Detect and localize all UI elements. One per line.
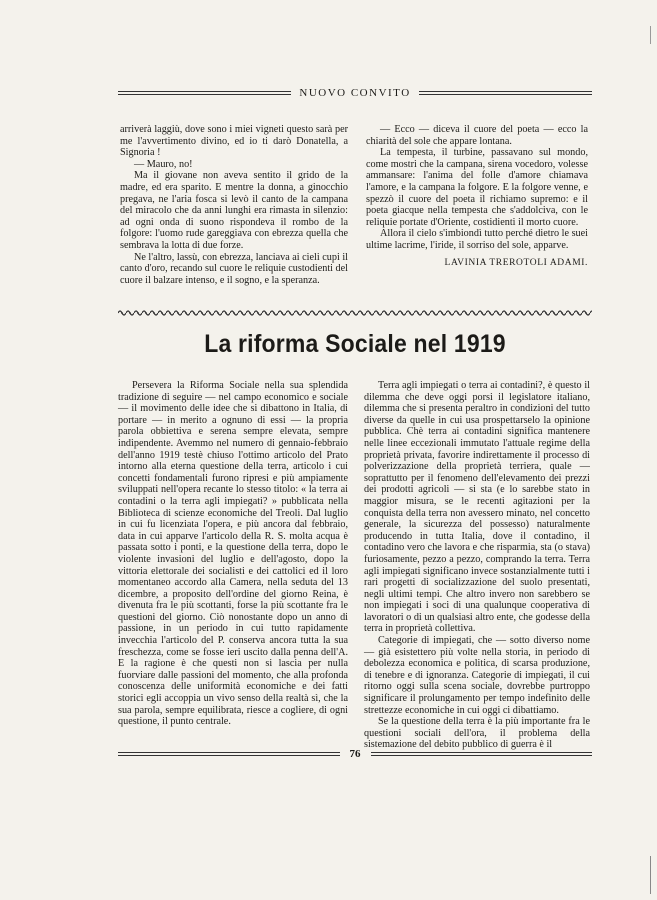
page-number: 76 xyxy=(349,748,361,760)
paragraph: Ne l'altro, lassù, con ebrezza, lanciava ai cieli cupi il canto d'oro, recando sul cuore le reliquie custodienti del cuore il balzare intenso, e il sogno, e la speranza. xyxy=(120,251,348,286)
margin-mark xyxy=(650,856,651,894)
paragraph: Ma il giovane non aveva sentito il grido de la madre, ed era sparito. E mentre la donna, a ginocchio pregava, ne l'aria fosca si levò il canto de la campana del miracolo che da anni lunghi era rimasta in silenzio: ad ogni onda di suono rispondeva il rombo de la folgore: l'uomo rude gareggiava con ebrezza quella che sembrava la lotta di due forze. xyxy=(120,170,348,251)
paragraph: Persevera la Riforma Sociale nella sua splendida tradizione di seguire — nel campo economico e sociale — il movimento delle idee che si dibattono in Italia, di portare — in merito a ognuno di essi — la propria parola obbiettiva e serena sempre elevata, sempre indipendente. Avemmo nel numero di gennaio-febbraio dell'anno 1919 testè chiuso l'ottimo articolo del Prato intorno alla eterna questione della terra, articolo i cui concetti fondamentali furono ripresi e più ampiamente sviluppati nell'opera recante lo stesso titolo: « la terra ai contadini o la terra agli impiegati? » pubblicata nella Biblioteca di scienze economiche del Treoli. Dal luglio in cui fu licenziata l'opera, e più ancora dal febbraio, data in cui apparve l'articolo della R. S. molta acqua è passata sotto i ponti, e la questione della terra, dopo le violente invasioni del luglio e dell'agosto, dopo la vittoria elettorale dei socialisti e dei cattolici ed il loro momentaneo accordo alla Camera, nella seduta del 13 dicembre, a proposito dell'ordine del giorno Reina, è divenuta fra le più scottanti, forse la più scottante fra le questioni del giorno. Ciò nonostante dopo un anno di passione, in un periodo in cui tutto rapidamente invecchia l'articolo del P. conserva ancora tutta la sua freschezza, come se fosse ieri uscito dalla penna dell'A. E la ragione è che questi non si lascia per nulla fuorviare dalle passioni del momento, che alla profonda conoscenza delle uniformità economiche e dei fatti storici egli accoppia un vivo senso della realtà sì, che la sua parola, sempre equilibrata, riesce a cogliere, di ogni questione, il punto centrale. xyxy=(118,380,348,728)
paragraph: — Ecco — diceva il cuore del poeta — ecco la chiarità del sole che appare lontana. xyxy=(366,124,588,147)
decorative-divider xyxy=(118,308,592,318)
paragraph: La tempesta, il turbine, passavano sul mondo, come mostri che la campana, sirena vocedoro, volesse ammansare: l'anima del folle d'amore chiamava l'amore, e la campana la folgore. E la folgore venne, e spezzò il cuore del poeta il richiamo supremo: e il poeta giacque nella tempesta che s'addolciva, con le reliquie portate d'Oriente, costidienti il morto cuore. xyxy=(366,147,588,228)
story-column-right xyxy=(366,124,588,269)
paragraph: Allora il cielo s'imbiondì tutto perché dietro le suei ultime lacrime, l'iride, il sorriso del sole, apparve. xyxy=(366,228,588,251)
paragraph: Categorie di impiegati, che — sotto diverso nome — già esistettero più volte nella storia, in periodo di debolezza economica e politica, di scarsa produzione, di tenebre e di ignoranza. Categorie di impiegati, il cui ritorno oggi sulla scena sociale, dovrebbe purtroppo significare il prolungamento per tempo indefinito delle strettezze economiche in cui oggi ci dibattiamo. xyxy=(364,635,590,716)
article-headline: La riforma Sociale nel 1919 xyxy=(204,330,506,358)
footer-rule-right xyxy=(371,752,593,756)
author-signature: LAVINIA TREROTOLI ADAMI. xyxy=(444,257,588,268)
paragraph: arriverà laggiù, dove sono i miei vigneti questo sarà per me l'avvertimento divino, ed io ti darò Donatella, a Signoria ! xyxy=(120,124,348,159)
paragraph: — Mauro, no! xyxy=(134,158,193,170)
story-column-left xyxy=(120,124,348,286)
journal-title: NUOVO CONVITO xyxy=(299,87,411,99)
footer-rule-left xyxy=(118,752,340,756)
article-column-left xyxy=(118,380,348,728)
header-rule-right xyxy=(419,91,592,95)
header-rule-left xyxy=(118,91,291,95)
paragraph: Terra agli impiegati o terra ai contadini?, è questo il dilemma che deve oggi porsi il legislatore italiano, dilemma che si presenta peraltro in condizioni del tutto diverse da quelle in cui usa prospettarselo la opinione pubblica. Chè terra ai contadini significa mantenere nelle linee eccezionali immutato l'attuale regime della proprietà privata, favorire indirettamente il processo di polverizzazione della proprietà terriera, quale — soprattutto per il fenomeno dell'elevamento dei prezzi dei prodotti agricoli — si sta (e lo sarebbe stato in maggior misura, se le recenti agitazioni per la conquista della terra non avessero minato, nel concetto generale, la sicurezza del possesso) naturalmente producendo in tutta Italia, dove il contadino, il contadino vero che lavora e che risparmia, sta (o stava) furiosamente, pezzo a pezzo, comprando la terra. Terra agli impiegati significano invece sostanzialmente tutti i rari progetti di socializzazione del suolo presentati, negli ultimi tempi. Che altro invero non sarebbero se non impiegati i soci di una qualunque cooperativa di lavoratori o di un qualsiasi altro ente, che godesse della terra in proprietà collettiva. xyxy=(364,380,590,635)
edge-mark xyxy=(650,26,651,44)
article-column-right xyxy=(364,380,590,751)
paragraph: Se la questione della terra è la più importante fra le questioni sociali dell'ora, il problema della sistemazione del debito pubblico di guerra è il xyxy=(364,716,590,751)
page-footer xyxy=(118,747,592,761)
running-header xyxy=(118,84,592,102)
